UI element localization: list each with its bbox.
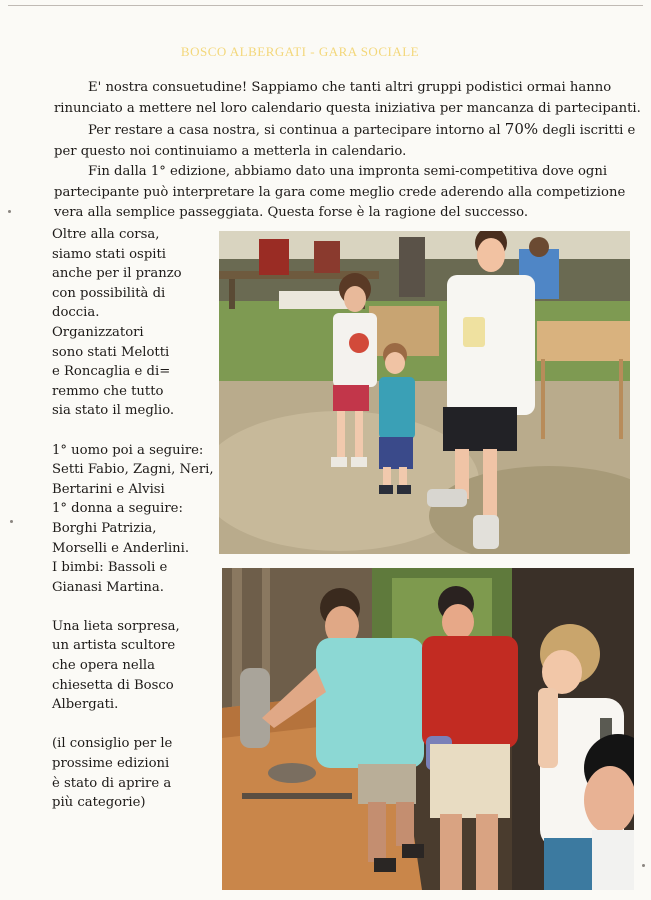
side-line: anche per il pranzo: [52, 266, 182, 282]
side-line: siamo stati ospiti: [52, 246, 167, 262]
side-line: 1° donna a seguire:: [52, 501, 183, 517]
side-line: Morselli e Anderlini.: [52, 540, 190, 556]
side-line: un artista scultore: [52, 638, 176, 654]
side-line: doccia.: [52, 305, 100, 321]
side-block-results: [52, 441, 214, 598]
page-title: BOSCO ALBERGATI - GARA SOCIALE: [180, 44, 420, 59]
side-line: Albergati.: [52, 697, 119, 713]
intro-text: [54, 78, 644, 224]
side-line: Una lieta sorpresa,: [52, 618, 180, 634]
side-line: più categorie): [52, 795, 146, 811]
intro-paragraph-2: [54, 119, 644, 162]
side-line: chiesetta di Bosco: [52, 677, 174, 693]
side-line: Bertarini e Alvisi: [52, 481, 165, 497]
participation-percent: 70%: [504, 120, 539, 138]
photo-children-awards-image: [219, 231, 630, 554]
intro-paragraph-2-end: degli iscritti e per questo noi continuiamo a metterla in calendario.: [54, 123, 636, 159]
photo-sculptor-artist-image: [222, 568, 634, 890]
intro-paragraph-3: Fin dalla 1° edizione, abbiamo dato una impronta semi-competitiva dove ogni partecipante può interpretare la gara come meglio crede aderendo alla competizione vera alla semplice passeggiata. Questa forse è la ragione del successo.: [54, 164, 626, 220]
side-line: sia stato il meglio.: [52, 403, 175, 419]
side-block-advice: [52, 734, 214, 812]
side-block-lunch: [52, 225, 214, 421]
photo-children-awards: [219, 231, 630, 554]
intro-paragraph-1: E' nostra consuetudine! Sappiamo che tanti altri gruppi podistici ormai hanno rinunciato a mettere nel loro calendario questa iniziativa per mancanza di partecipanti.: [54, 80, 641, 116]
side-line: sono stati Melotti: [52, 344, 170, 360]
side-line: Borghi Patrizia,: [52, 520, 157, 536]
side-line: con possibilità di: [52, 285, 166, 301]
side-line: (il consiglio per le: [52, 736, 173, 752]
scan-speck: [10, 520, 13, 523]
photo-sculptor-artist: [222, 568, 634, 890]
side-line: Setti Fabio, Zagni, Neri,: [52, 462, 214, 478]
side-line: I bimbi: Bassoli e: [52, 560, 168, 576]
side-column: [52, 225, 214, 832]
side-line: è stato di aprire a: [52, 775, 172, 791]
side-line: Gianasi Martina.: [52, 579, 164, 595]
side-line: Organizzatori: [52, 324, 144, 340]
side-block-surprise: [52, 617, 214, 715]
scan-speck: [8, 210, 11, 213]
side-line: Oltre alla corsa,: [52, 227, 160, 242]
side-line: e Roncaglia e di=: [52, 364, 171, 380]
side-line: prossime edizioni: [52, 756, 170, 772]
side-line: 1° uomo poi a seguire:: [52, 442, 204, 458]
intro-paragraph-2-start: Per restare a casa nostra, si continua a partecipare intorno al: [88, 123, 505, 138]
page-top-edge: [8, 5, 643, 6]
side-line: remmo che tutto: [52, 383, 164, 399]
scan-speck: [642, 864, 645, 867]
side-line: che opera nella: [52, 658, 156, 674]
